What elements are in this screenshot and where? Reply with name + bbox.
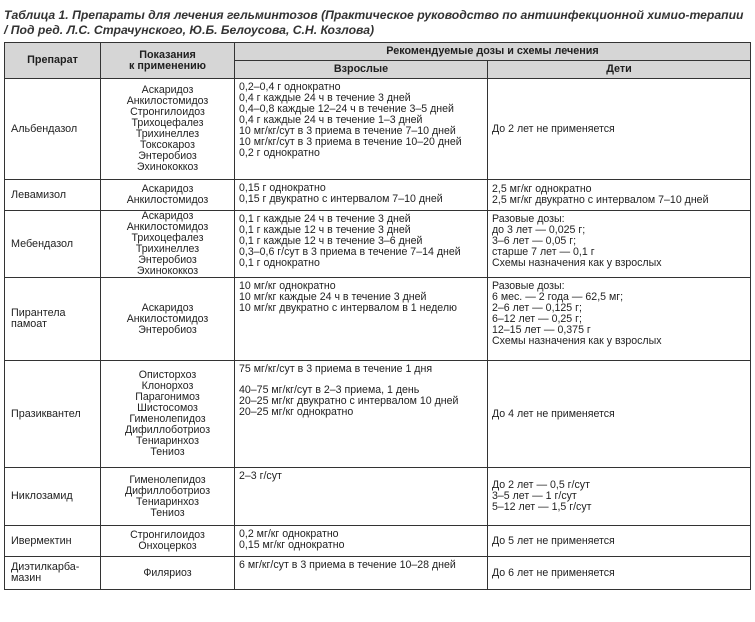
table-row: [5, 526, 751, 557]
child-dose-line: До 2 лет не применяется: [492, 122, 615, 135]
child-dose-cell: [488, 557, 751, 590]
indication-item: Гименолепидоз: [129, 413, 206, 425]
child-dose-line: Разовые дозы:: [492, 280, 565, 292]
table-row: [5, 79, 751, 180]
child-dose-line: старше 7 лет — 0,1 г: [492, 246, 595, 258]
indication-item: Анкилостомидоз: [126, 95, 209, 107]
adult-dose-line: 0,1 г однократно: [239, 257, 320, 269]
indication-item: Тениаринхоз: [136, 435, 199, 447]
child-dose-line: 12–15 лет — 0,375 г: [492, 324, 591, 336]
indication-item: Эхинококкоз: [136, 265, 199, 277]
adult-dose-cell: [235, 526, 488, 557]
adult-dose-line: 0,2 мг/кг однократно: [239, 528, 339, 540]
child-dose-line: 2,5 мг/кг двукратно с интервалом 7–10 дней: [492, 194, 709, 206]
indication-item: Анкилостомидоз: [126, 221, 209, 233]
adult-dose-line: 0,2–0,4 г однократно: [239, 81, 341, 93]
drug-name: Диэтилкарба-: [11, 561, 80, 573]
drug-cell: [5, 211, 101, 278]
indication-item: Дифиллоботриоз: [124, 424, 211, 436]
child-dose-cell: [488, 361, 751, 468]
adult-dose-line: 0,1 г каждые 24 ч в течение 3 дней: [239, 213, 411, 225]
indication-item: Шистосомоз: [137, 402, 198, 414]
child-dose-line: Разовые дозы:: [492, 213, 565, 225]
adult-dose-cell: [235, 79, 488, 180]
adult-dose-line: 10 мг/кг/сут в 3 приема в течение 7–10 дней: [239, 125, 456, 137]
adult-dose-line: 0,15 г двукратно с интервалом 7–10 дней: [239, 193, 443, 205]
indication-item: Энтеробиоз: [138, 150, 197, 162]
indication-item: Трихоцефалез: [131, 232, 204, 244]
header-adults: Взрослые: [235, 61, 488, 79]
drug-name: Ивермектин: [11, 534, 72, 547]
drug-name: Левамизол: [11, 188, 67, 201]
indication-item: Токсокароз: [140, 139, 195, 151]
child-dose-cell: [488, 180, 751, 211]
header-indications: [101, 43, 235, 79]
adult-dose-line: 0,1 г каждые 12 ч в течение 3–6 дней: [239, 235, 423, 247]
indication-item: Трихинеллез: [135, 243, 200, 255]
table-row: [5, 361, 751, 468]
drug-name: Никлозамид: [11, 490, 73, 502]
child-dose-line: До 2 лет — 0,5 г/сут: [492, 479, 590, 491]
adult-dose-cell: [235, 557, 488, 590]
indications-cell: [101, 278, 235, 361]
header-children: Дети: [488, 61, 751, 79]
child-dose-cell: [488, 79, 751, 180]
adult-dose-line: 0,15 г однократно: [239, 182, 326, 194]
adult-dose-line: 0,3–0,6 г/сут в 3 приема в течение 7–14 дней: [239, 246, 461, 258]
drug-cell: [5, 468, 101, 526]
adult-dose-line: 0,4 г каждые 24 ч в течение 3 дней: [239, 92, 411, 104]
adult-dose-line: 10 мг/кг двукратно с интервалом в 1 неделю: [239, 302, 457, 314]
header-indications-line: Показания: [139, 48, 196, 61]
child-dose-line: Схемы назначения как у взрослых: [492, 335, 662, 347]
adult-dose-cell: [235, 361, 488, 468]
child-dose-line: 6–12 лет — 0,25 г;: [492, 313, 582, 325]
indications-cell: [101, 180, 235, 211]
indications-cell: [101, 557, 235, 590]
table-caption: [4, 8, 749, 38]
indication-item: Эхинококкоз: [136, 161, 199, 173]
drug-name: Альбендазол: [11, 122, 78, 135]
adult-dose-cell: [235, 278, 488, 361]
indications-cell: [101, 211, 235, 278]
drug-cell: [5, 180, 101, 211]
adult-dose-cell: [235, 211, 488, 278]
adult-dose-cell: [235, 468, 488, 526]
indication-item: Филяриоз: [143, 566, 192, 579]
indication-item: Гименолепидоз: [129, 473, 206, 486]
adult-dose-line: 0,15 мг/кг однократно: [239, 539, 345, 551]
drug-cell: [5, 278, 101, 361]
child-dose-line: 3–5 лет — 1 г/сут: [492, 490, 577, 502]
indication-item: Энтеробиоз: [138, 323, 197, 336]
indication-item: Аскаридоз: [141, 183, 194, 195]
table-row: [5, 211, 751, 278]
indication-item: Аскаридоз: [141, 84, 194, 96]
table-body: [5, 79, 751, 590]
adult-dose-line: 10 мг/кг каждые 24 ч в течение 3 дней: [239, 291, 427, 303]
drug-name: Празиквантел: [11, 407, 81, 420]
indication-item: Трихинеллез: [135, 128, 200, 140]
adult-dose-line: 0,2 г однократно: [239, 147, 320, 159]
table-row: [5, 557, 751, 590]
child-dose-line: 2,5 мг/кг однократно: [492, 183, 592, 195]
indications-cell: [101, 468, 235, 526]
child-dose-cell: [488, 526, 751, 557]
adult-dose-line: 10 мг/кг/сут в 3 приема в течение 10–20 дней: [239, 136, 462, 148]
drug-cell: [5, 79, 101, 180]
child-dose-line: 6 мес. — 2 года — 62,5 мг;: [492, 291, 624, 303]
child-dose-cell: [488, 211, 751, 278]
indication-item: Онхоцеркоз: [138, 540, 197, 552]
helminthiasis-drugs-table: [4, 42, 751, 590]
adult-dose-line: 2–3 г/сут: [239, 470, 282, 482]
indications-cell: [101, 361, 235, 468]
indication-item: Энтеробиоз: [138, 254, 197, 266]
caption-label: Таблица 1.: [4, 8, 69, 22]
drug-cell: [5, 361, 101, 468]
child-dose-line: Схемы назначения как у взрослых: [492, 257, 662, 269]
indication-item: Трихоцефалез: [131, 117, 204, 129]
adult-dose-cell: [235, 180, 488, 211]
indication-item: Аскаридоз: [141, 210, 194, 222]
header-drug: Препарат: [5, 43, 101, 79]
drug-cell: [5, 526, 101, 557]
indication-item: Стронгилоидоз: [130, 529, 205, 541]
table-row: [5, 468, 751, 526]
child-dose-line: 3–6 лет — 0,05 г;: [492, 235, 577, 247]
child-dose-line: До 6 лет не применяется: [492, 566, 615, 579]
child-dose-cell: [488, 278, 751, 361]
adult-dose-line: 0,1 г каждые 12 ч в течение 3 дней: [239, 224, 411, 236]
indication-item: Тениоз: [150, 446, 185, 458]
indication-item: Клонорхоз: [141, 380, 194, 392]
child-dose-cell: [488, 468, 751, 526]
adult-dose-line: 40–75 мг/кг/сут в 2–3 приема, 1 день: [239, 384, 420, 396]
adult-dose-line: 20–25 мг/кг двукратно с интервалом 10 дней: [239, 395, 459, 407]
drug-name: мазин: [11, 572, 42, 584]
drug-name: памоат: [11, 318, 47, 330]
drug-name: Мебендазол: [11, 237, 74, 250]
indications-cell: [101, 526, 235, 557]
child-dose-line: До 5 лет не применяется: [492, 534, 615, 547]
adult-dose-line: 0,4 г каждые 24 ч в течение 1–3 дней: [239, 114, 423, 126]
header-doses: Рекомендуемые дозы и схемы лечения: [235, 43, 751, 61]
indication-item: Тениоз: [150, 506, 185, 519]
drug-name: Пирантела: [11, 307, 66, 319]
caption-text: Препараты для лечения гельминтозов (Практическое руководство по антиинфекционной химио-терапии / Под ред. Л.С. Страчунского, Ю.Б. Белоусова, С.Н. Козлова): [4, 8, 744, 37]
adult-dose-line: 10 мг/кг однократно: [239, 280, 336, 292]
table-row: [5, 278, 751, 361]
indication-item: Тениаринхоз: [136, 495, 199, 508]
child-dose-line: до 3 лет — 0,025 г;: [492, 224, 586, 236]
child-dose-line: 2–6 лет — 0,125 г;: [492, 302, 582, 314]
child-dose-line: 5–12 лет — 1,5 г/сут: [492, 501, 592, 513]
header-indications-line: к применению: [128, 59, 207, 72]
indication-item: Описторхоз: [138, 369, 197, 381]
adult-dose-line: 0,4–0,8 каждые 12–24 ч в течение 3–5 дней: [239, 103, 454, 115]
indication-item: Анкилостомидоз: [126, 194, 209, 206]
drug-cell: [5, 557, 101, 590]
indication-item: Дифиллоботриоз: [124, 484, 211, 497]
indication-item: Анкилостомидоз: [126, 312, 209, 325]
indication-item: Парагонимоз: [135, 391, 200, 403]
indications-cell: [101, 79, 235, 180]
adult-dose-line: 75 мг/кг/сут в 3 приема в течение 1 дня: [239, 363, 433, 375]
child-dose-line: До 4 лет не применяется: [492, 407, 615, 420]
table-row: [5, 180, 751, 211]
adult-dose-line: 20–25 мг/кг однократно: [239, 406, 354, 418]
adult-dose-line: 6 мг/кг/сут в 3 приема в течение 10–28 дней: [239, 559, 456, 571]
indication-item: Аскаридоз: [141, 301, 194, 314]
indication-item: Стронгилоидоз: [130, 106, 205, 118]
